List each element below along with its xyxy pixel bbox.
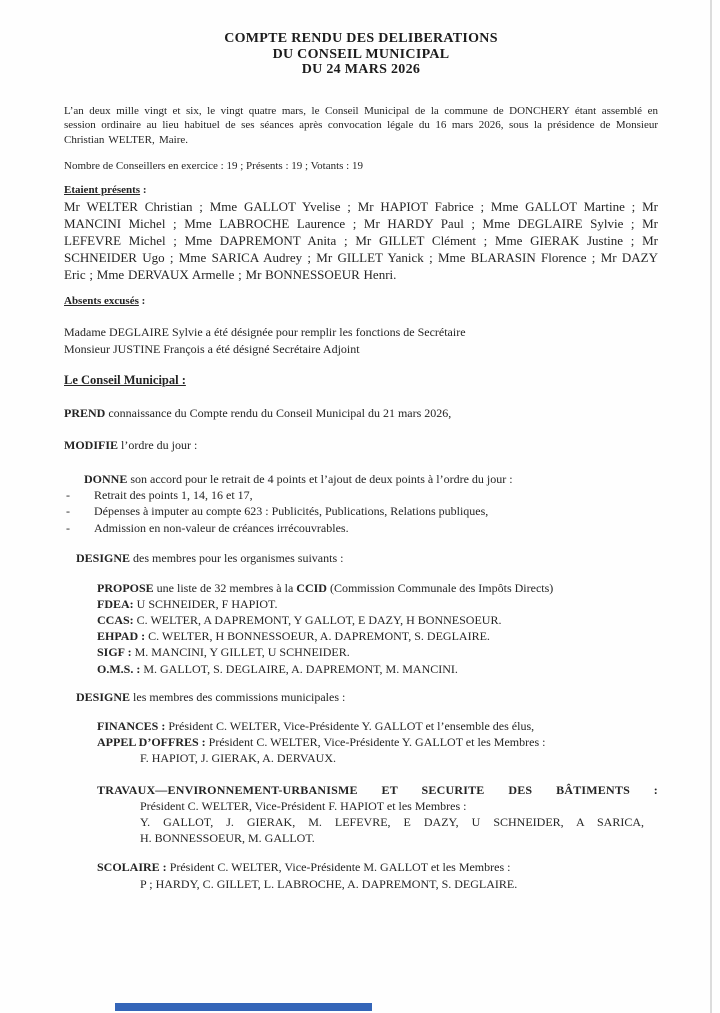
ccas-members: C. WELTER, A DAPREMONT, Y GALLOT, E DAZY, H BONNESOEUR. <box>133 613 502 627</box>
bullet-dash: - <box>66 487 70 502</box>
absents-heading-text: Absents excusés <box>64 295 139 308</box>
bottom-blue-bar <box>115 1003 372 1011</box>
travaux-line-3: H. BONNESSOEUR, M. GALLOT. <box>140 831 315 846</box>
document-title <box>64 31 658 78</box>
appel-offres-label: APPEL D’OFFRES : <box>97 735 206 750</box>
title-line-1: COMPTE RENDU DES DELIBERATIONS <box>224 31 498 46</box>
present-heading-text: Etaient présents <box>64 184 141 197</box>
council-heading-text: Le Conseil Municipal : <box>64 373 186 388</box>
propose-text-1: une liste de 32 membres à la <box>153 580 297 595</box>
designe-organismes-text: des membres pour les organismes suivants : <box>130 551 344 566</box>
order-item-3-text: Admission en non-valeur de créances irrécouvrables. <box>94 520 349 535</box>
travaux-line-2: Y. GALLOT, J. GIERAK, M. LEFEVRE, E DAZY, U SCHNEIDER, A SARICA, <box>140 815 644 830</box>
finances-line <box>97 718 658 734</box>
scolaire-block <box>64 859 658 891</box>
ccid-keyword: CCID <box>296 580 327 595</box>
appel-offres-line <box>97 734 658 750</box>
prend-line <box>64 405 658 421</box>
propose-keyword: PROPOSE <box>97 580 154 595</box>
ccas-line <box>97 612 658 628</box>
page-right-edge-line <box>710 0 712 1013</box>
modifie-keyword: MODIFIE <box>64 438 118 453</box>
prend-text: connaissance du Compte rendu du Conseil Municipal du 21 mars 2026, <box>105 406 452 421</box>
scolaire-members-intro: Président C. WELTER, Vice-Présidente M. GALLOT et les Membres : <box>166 860 511 875</box>
fdea-label: FDEA: <box>97 596 134 611</box>
ehpad-label: EHPAD : <box>97 629 146 644</box>
commissions-block-1 <box>64 718 658 767</box>
oms-line <box>97 661 658 677</box>
modifie-line <box>64 437 658 453</box>
fdea-line <box>97 596 658 612</box>
scolaire-label: SCOLAIRE : <box>97 860 167 875</box>
absents-heading-colon: : <box>138 295 146 308</box>
designe-commissions-line <box>76 689 658 705</box>
scolaire-line <box>97 859 658 875</box>
appel-offres-members-intro: Président C. WELTER, Vice-Présidente Y. GALLOT et les Membres : <box>205 735 546 750</box>
modifie-text: l’ordre du jour : <box>118 438 198 453</box>
fdea-members: U SCHNEIDER, F HAPIOT. <box>133 596 278 611</box>
title-line-2: DU CONSEIL MUNICIPAL <box>272 46 450 62</box>
propose-text-2: (Commission Communale des Impôts Directs) <box>326 580 554 595</box>
ccas-label: CCAS: <box>97 613 134 627</box>
order-item-3 <box>66 520 658 537</box>
designe-keyword: DESIGNE <box>76 551 131 566</box>
appel-offres-members: F. HAPIOT, J. GIERAK, A. DERVAUX. <box>140 751 336 766</box>
document-content <box>64 0 658 892</box>
oms-label: O.M.S. : <box>97 661 141 676</box>
sigf-label: SIGF : <box>97 645 132 660</box>
ehpad-line <box>97 628 658 644</box>
order-item-1-text: Retrait des points 1, 14, 16 et 17, <box>94 487 253 502</box>
present-heading <box>64 184 658 196</box>
title-line-3: DU 24 MARS 2026 <box>301 62 421 77</box>
donne-keyword: DONNE <box>84 471 128 486</box>
order-item-2-text: Dépenses à imputer au compte 623 : Publicités, Publications, Relations publiques, <box>94 504 489 519</box>
prend-keyword: PREND <box>64 406 106 421</box>
oms-members: M. GALLOT, S. DEGLAIRE, A. DAPREMONT, M. MANCINI. <box>140 661 458 676</box>
travaux-heading: TRAVAUX—ENVIRONNEMENT-URBANISME ET SECURITE DES BÂTIMENTS : <box>97 782 658 797</box>
ehpad-members: C. WELTER, H BONNESSOEUR, A. DAPREMONT, S. DEGLAIRE. <box>145 629 490 644</box>
designe-organismes-line <box>76 550 658 566</box>
sigf-line <box>97 644 658 660</box>
designe-commissions-text: les membres des commissions municipales : <box>130 689 346 704</box>
designe-keyword: DESIGNE <box>76 689 131 704</box>
secretary-designations <box>64 324 658 358</box>
council-heading <box>64 373 658 388</box>
sigf-members: M. MANCINI, Y GILLET, U SCHNEIDER. <box>131 645 350 660</box>
absents-heading <box>64 295 658 307</box>
travaux-block <box>64 782 658 847</box>
order-item-1 <box>66 487 658 504</box>
bullet-dash: - <box>66 520 70 535</box>
present-members-list: Mr WELTER Christian ; Mme GALLOT Yvelise ; Mr HAPIOT Fabrice ; Mme GALLOT Martine ; Mr MANCINI Michel ; Mme LABROCHE Laurence ; Mr HARDY Paul ; Mme DEGLAIRE Sylvie ; Mr LEFEVRE Michel ; Mme DAPREMONT Anita ; Mr GILLET Clément ; Mme GIERAK Justine ; Mr SCHNEIDER Ugo ; Mme SARICA Audrey ; Mr GILLET Yanick ; Mme BLARASIN Florence ; Mr DAZY Eric ; Mme DERVAUX Armelle ; Mr BONNESSOEUR Henri. <box>64 199 658 283</box>
order-item-2 <box>66 503 658 520</box>
organismes-block <box>64 580 658 677</box>
scolaire-members: P ; HARDY, C. GILLET, L. LABROCHE, A. DAPREMONT, S. DEGLAIRE. <box>140 876 518 891</box>
propose-ccid-line <box>97 580 658 596</box>
present-heading-colon: : <box>140 184 147 197</box>
donne-text: son accord pour le retrait de 4 points et l’ajout de deux points à l’ordre du jour : <box>127 471 513 486</box>
donne-line <box>84 471 658 487</box>
finances-label: FINANCES : <box>97 719 166 734</box>
intro-paragraph: L’an deux mille vingt et six, le vingt quatre mars, le Conseil Municipal de la commune de DONCHERY étant assemblé en session ordinaire au lieu habituel de ses séances après convocation légale du 16 mars 2026, sous la présidence de Monsieur Christian WELTER, Maire. <box>64 104 658 146</box>
secretary-line: Madame DEGLAIRE Sylvie a été désignée pour remplir les fonctions de Secrétaire <box>64 325 466 340</box>
travaux-line-1: Président C. WELTER, Vice-Président F. HAPIOT et les Membres : <box>140 798 467 813</box>
finances-members: Président C. WELTER, Vice-Présidente Y. GALLOT et l’ensemble des élus, <box>165 719 535 734</box>
secretary-adjoint-line: Monsieur JUSTINE François a été désigné Secrétaire Adjoint <box>64 342 360 357</box>
bullet-dash: - <box>66 504 70 519</box>
counselors-count-line: Nombre de Conseillers en exercice : 19 ; Présents : 19 ; Votants : 19 <box>64 160 363 173</box>
